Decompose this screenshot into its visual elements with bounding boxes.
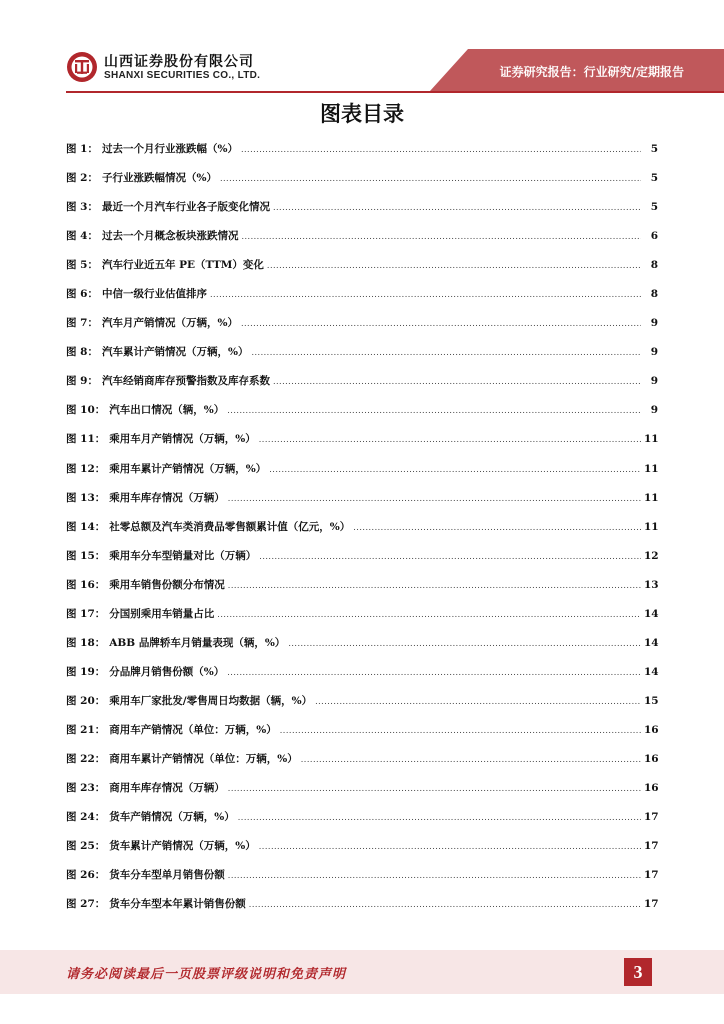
dot-leader bbox=[280, 726, 641, 735]
dot-leader bbox=[241, 232, 641, 241]
figure-page-number: 5 bbox=[650, 201, 658, 214]
dot-leader bbox=[217, 610, 641, 619]
dot-leader bbox=[267, 261, 641, 270]
figure-number: 图 5： bbox=[66, 259, 98, 272]
toc-entry[interactable] bbox=[66, 431, 658, 460]
figure-number: 图 2： bbox=[66, 172, 98, 185]
figure-page-number: 9 bbox=[650, 346, 658, 359]
toc-entry[interactable] bbox=[66, 577, 658, 606]
company-name-en: SHANXI SECURITIES CO., LTD. bbox=[104, 70, 261, 81]
figure-title: 货车累计产销情况（万辆，%） bbox=[109, 840, 256, 853]
dot-leader bbox=[227, 668, 641, 677]
shanxi-securities-logo bbox=[66, 51, 98, 83]
toc-entry[interactable] bbox=[66, 402, 658, 431]
figure-number: 图 25： bbox=[66, 840, 106, 853]
dot-leader bbox=[259, 552, 641, 561]
dot-leader bbox=[259, 435, 641, 444]
toc-entry[interactable] bbox=[66, 693, 658, 722]
toc-entry[interactable] bbox=[66, 315, 658, 344]
figure-title: 乘用车库存情况（万辆） bbox=[109, 491, 225, 504]
figure-page-number: 15 bbox=[644, 694, 659, 707]
toc-entry[interactable] bbox=[66, 286, 658, 315]
figure-title: 过去一个月行业涨跌幅（%） bbox=[101, 143, 238, 155]
dot-leader bbox=[228, 581, 641, 590]
figure-page-number: 13 bbox=[644, 578, 659, 591]
figure-number: 图 27： bbox=[66, 898, 106, 911]
figure-page-number: 11 bbox=[644, 520, 659, 533]
dot-leader bbox=[353, 523, 641, 532]
figure-title: 汽车月产销情况（万辆，%） bbox=[101, 317, 238, 330]
figure-page-number: 17 bbox=[644, 869, 659, 882]
toc-entry[interactable] bbox=[66, 867, 658, 896]
page-header bbox=[0, 0, 724, 92]
dot-leader bbox=[259, 842, 641, 851]
figure-page-number: 8 bbox=[650, 259, 658, 272]
dot-leader bbox=[273, 377, 641, 386]
toc-entry[interactable] bbox=[66, 490, 658, 519]
figure-number: 图 10： bbox=[66, 404, 106, 417]
dot-leader bbox=[227, 406, 641, 415]
report-type-label: 证券研究报告：行业研究/定期报告 bbox=[499, 65, 684, 79]
figure-title: 乘用车分车型销量对比（万辆） bbox=[109, 549, 257, 562]
figure-page-number: 9 bbox=[650, 404, 658, 417]
figure-page-number: 11 bbox=[644, 491, 659, 504]
dot-leader bbox=[251, 348, 641, 357]
figure-page-number: 14 bbox=[644, 636, 659, 649]
figure-page-number: 11 bbox=[644, 433, 659, 446]
figure-page-number: 12 bbox=[644, 549, 659, 562]
dot-leader bbox=[238, 813, 641, 822]
figure-number: 图 21： bbox=[66, 723, 106, 736]
figure-number: 图 14： bbox=[66, 520, 106, 533]
figure-number: 图 1： bbox=[66, 143, 98, 155]
figure-page-number: 17 bbox=[644, 811, 659, 824]
toc-entry[interactable] bbox=[66, 228, 658, 257]
toc-entry[interactable] bbox=[66, 606, 658, 635]
toc-entry[interactable] bbox=[66, 896, 658, 925]
toc-entry[interactable] bbox=[66, 461, 658, 490]
figure-number: 图 24： bbox=[66, 811, 106, 824]
figure-number: 图 15： bbox=[66, 549, 106, 562]
toc-entry[interactable] bbox=[66, 141, 658, 170]
figure-title: 汽车出口情况（辆，%） bbox=[109, 404, 225, 417]
toc-entry[interactable] bbox=[66, 780, 658, 809]
toc-entry[interactable] bbox=[66, 344, 658, 373]
figure-number: 图 16： bbox=[66, 578, 106, 591]
figure-title: 过去一个月概念板块涨跌情况 bbox=[101, 230, 239, 243]
toc-entry[interactable] bbox=[66, 257, 658, 286]
toc-entry[interactable] bbox=[66, 199, 658, 228]
figure-title: 商用车产销情况（单位：万辆，%） bbox=[109, 723, 277, 736]
figure-page-number: 14 bbox=[644, 665, 659, 678]
dot-leader bbox=[288, 639, 641, 648]
figure-list bbox=[66, 141, 658, 925]
figure-page-number: 9 bbox=[650, 317, 658, 330]
figure-title: 乘用车厂家批发/零售周日均数据（辆，%） bbox=[109, 694, 313, 707]
figure-title: 商用车累计产销情况（单位：万辆，%） bbox=[109, 752, 298, 765]
figure-page-number: 5 bbox=[650, 172, 658, 185]
toc-entry[interactable] bbox=[66, 722, 658, 751]
figure-page-number: 6 bbox=[650, 230, 658, 243]
figure-page-number: 9 bbox=[650, 375, 658, 388]
figure-number: 图 12： bbox=[66, 462, 106, 475]
toc-entry[interactable] bbox=[66, 519, 658, 548]
dot-leader bbox=[315, 697, 641, 706]
figure-title: 汽车经销商库存预警指数及库存系数 bbox=[101, 375, 270, 388]
figure-page-number: 8 bbox=[650, 288, 658, 301]
figure-title: ABB 品牌轿车月销量表现（辆，%） bbox=[109, 636, 286, 649]
figure-number: 图 9： bbox=[66, 375, 98, 388]
figure-page-number: 16 bbox=[644, 782, 659, 795]
toc-entry[interactable] bbox=[66, 373, 658, 402]
figure-title: 分品牌月销售份额（%） bbox=[109, 665, 225, 678]
dot-leader bbox=[228, 871, 641, 880]
figure-title: 货车分车型本年累计销售份额 bbox=[109, 898, 246, 911]
header-divider bbox=[66, 91, 724, 93]
figure-page-number: 11 bbox=[644, 462, 659, 475]
figure-title: 货车分车型单月销售份额 bbox=[109, 869, 225, 882]
figure-number: 图 7： bbox=[66, 317, 98, 330]
figure-page-number: 17 bbox=[644, 840, 659, 853]
dot-leader bbox=[241, 145, 641, 154]
figure-number: 图 4： bbox=[66, 230, 98, 243]
dot-leader bbox=[210, 290, 641, 299]
figure-title: 乘用车累计产销情况（万辆，%） bbox=[109, 462, 267, 475]
figure-title: 汽车行业近五年 PE（TTM）变化 bbox=[101, 259, 264, 272]
figure-title: 最近一个月汽车行业各子版变化情况 bbox=[101, 201, 270, 214]
figure-number: 图 11： bbox=[66, 433, 106, 446]
toc-entry[interactable] bbox=[66, 838, 658, 867]
figure-number: 图 6： bbox=[66, 288, 98, 301]
figure-page-number: 14 bbox=[644, 607, 659, 620]
figure-page-number: 16 bbox=[644, 723, 659, 736]
toc-entry[interactable] bbox=[66, 548, 658, 577]
figure-title: 社零总额及汽车类消费品零售额累计值（亿元，%） bbox=[109, 520, 351, 533]
figure-number: 图 22： bbox=[66, 752, 106, 765]
dot-leader bbox=[301, 755, 641, 764]
toc-entry[interactable] bbox=[66, 751, 658, 780]
toc-entry[interactable] bbox=[66, 635, 658, 664]
figure-number: 图 8： bbox=[66, 346, 98, 359]
toc-entry[interactable] bbox=[66, 170, 658, 199]
figure-number: 图 26： bbox=[66, 869, 106, 882]
figure-title: 中信一级行业估值排序 bbox=[101, 288, 207, 301]
dot-leader bbox=[273, 203, 641, 212]
figure-title: 乘用车月产销情况（万辆，%） bbox=[109, 433, 256, 446]
figure-title: 乘用车销售份额分布情况 bbox=[109, 578, 225, 591]
figure-number: 图 18： bbox=[66, 636, 106, 649]
figure-number: 图 20： bbox=[66, 694, 106, 707]
dot-leader bbox=[228, 784, 641, 793]
figure-number: 图 3： bbox=[66, 201, 98, 214]
company-name-cn: 山西证券股份有限公司 bbox=[104, 54, 254, 70]
toc-entry[interactable] bbox=[66, 664, 658, 693]
dot-leader bbox=[220, 174, 641, 183]
disclaimer-notice: 请务必阅读最后一页股票评级说明和免责声明 bbox=[66, 967, 347, 982]
figure-page-number: 17 bbox=[644, 898, 659, 911]
figure-page-number: 5 bbox=[650, 143, 658, 155]
page-number: 3 bbox=[624, 958, 652, 986]
figure-title: 商用车库存情况（万辆） bbox=[109, 782, 225, 795]
figure-title: 货车产销情况（万辆，%） bbox=[109, 811, 235, 824]
dot-leader bbox=[241, 319, 641, 328]
figure-title: 子行业涨跌幅情况（%） bbox=[101, 172, 217, 185]
figure-number: 图 23： bbox=[66, 782, 106, 795]
figure-number: 图 17： bbox=[66, 607, 106, 620]
dot-leader bbox=[269, 465, 641, 474]
dot-leader bbox=[228, 494, 641, 503]
figure-number: 图 19： bbox=[66, 665, 106, 678]
figure-number: 图 13： bbox=[66, 491, 106, 504]
dot-leader bbox=[249, 900, 641, 909]
figure-title: 分国别乘用车销量占比 bbox=[109, 607, 215, 620]
figure-title: 汽车累计产销情况（万辆，%） bbox=[101, 346, 249, 359]
toc-entry[interactable] bbox=[66, 809, 658, 838]
page-title: 图表目录 bbox=[320, 102, 404, 126]
figure-page-number: 16 bbox=[644, 752, 659, 765]
